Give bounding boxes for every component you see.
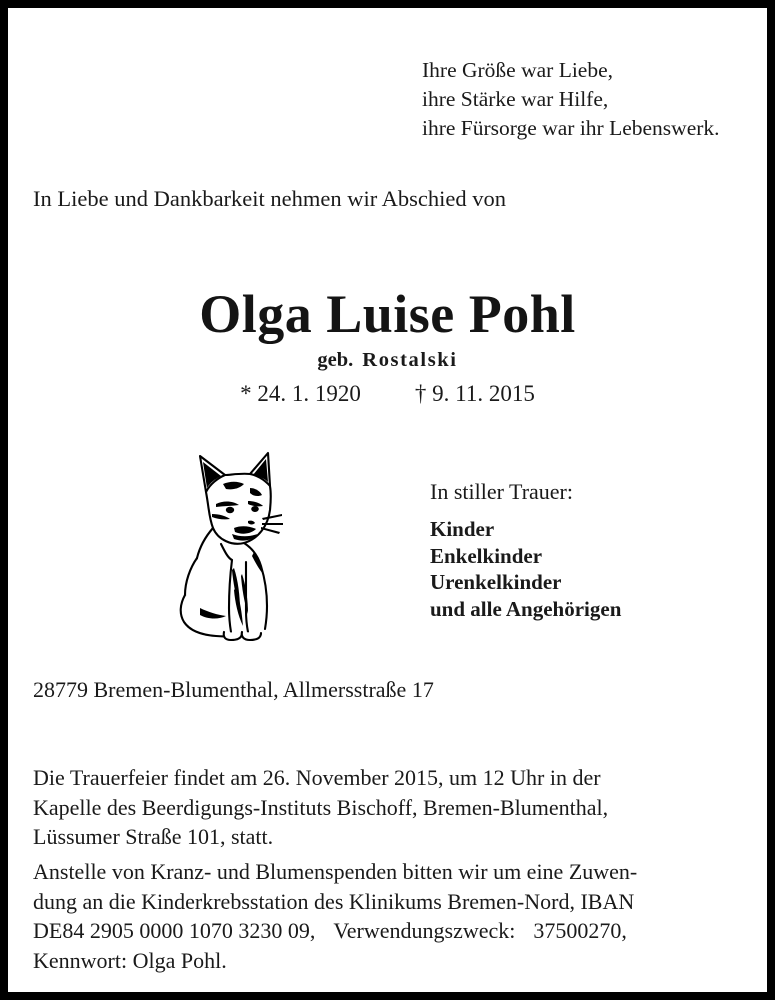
donation-bank-line (33, 916, 748, 946)
purpose-label: Verwendungszweck: (333, 918, 516, 943)
iban-value: DE84 2905 0000 1070 3230 09, (33, 918, 316, 943)
address-line: 28779 Bremen-Blumenthal, Allmersstraße 17 (33, 677, 434, 702)
cross-dagger-icon: † (414, 381, 427, 406)
maiden-name-line (33, 348, 742, 373)
epigraph (422, 56, 720, 143)
death-date-group (415, 381, 535, 406)
birth-symbol-icon: * (240, 381, 252, 406)
donation-paragraph (33, 857, 748, 975)
donation-line-2: dung an die Kinderkrebsstation des Klinikums Bremen-Nord, IBAN (33, 888, 635, 914)
service-line-2: Kapelle des Beerdigungs-Instituts Bischoff, Bremen-Blumenthal, (33, 794, 609, 820)
mourners-title: In stiller Trauer: (430, 479, 573, 504)
mourner-item: Kinder (430, 517, 495, 541)
purpose-value: 37500270, (533, 918, 627, 943)
maiden-prefix: geb. (317, 349, 354, 371)
epigraph-line-3: ihre Fürsorge war ihr Lebenswerk. (422, 116, 720, 140)
deceased-block (33, 285, 742, 408)
mourner-item: und alle Angehörigen (430, 596, 622, 621)
birth-date-group (240, 381, 361, 406)
death-date: 9. 11. 2015 (432, 381, 535, 406)
intro-text: In Liebe und Dankbarkeit nehmen wir Abschied von (33, 186, 506, 211)
mourner-item: Enkelkinder (430, 543, 543, 568)
deceased-name: Olga Luise Pohl (199, 284, 576, 344)
mourner-item: Urenkelkinder (430, 570, 562, 594)
life-dates (33, 380, 742, 408)
service-paragraph (33, 763, 748, 852)
mourners-block (430, 478, 621, 622)
donation-line-1: Anstelle von Kranz- und Blumenspenden bitten wir um eine Zuwen- (33, 859, 638, 884)
service-line-1: Die Trauerfeier findet am 26. November 2015, um 12 Uhr in der (33, 765, 601, 790)
epigraph-line-1: Ihre Größe war Liebe, (422, 58, 614, 82)
epigraph-line-2: ihre Stärke war Hilfe, (422, 87, 609, 111)
birth-date: 24. 1. 1920 (257, 381, 361, 406)
mourners-list (430, 516, 621, 622)
service-line-3: Lüssumer Straße 101, statt. (33, 824, 274, 849)
maiden-name: Rostalski (362, 349, 458, 371)
notice-inner (8, 8, 767, 992)
donation-keyword-line: Kennwort: Olga Pohl. (33, 947, 227, 973)
sitting-cat-illustration (176, 448, 316, 644)
